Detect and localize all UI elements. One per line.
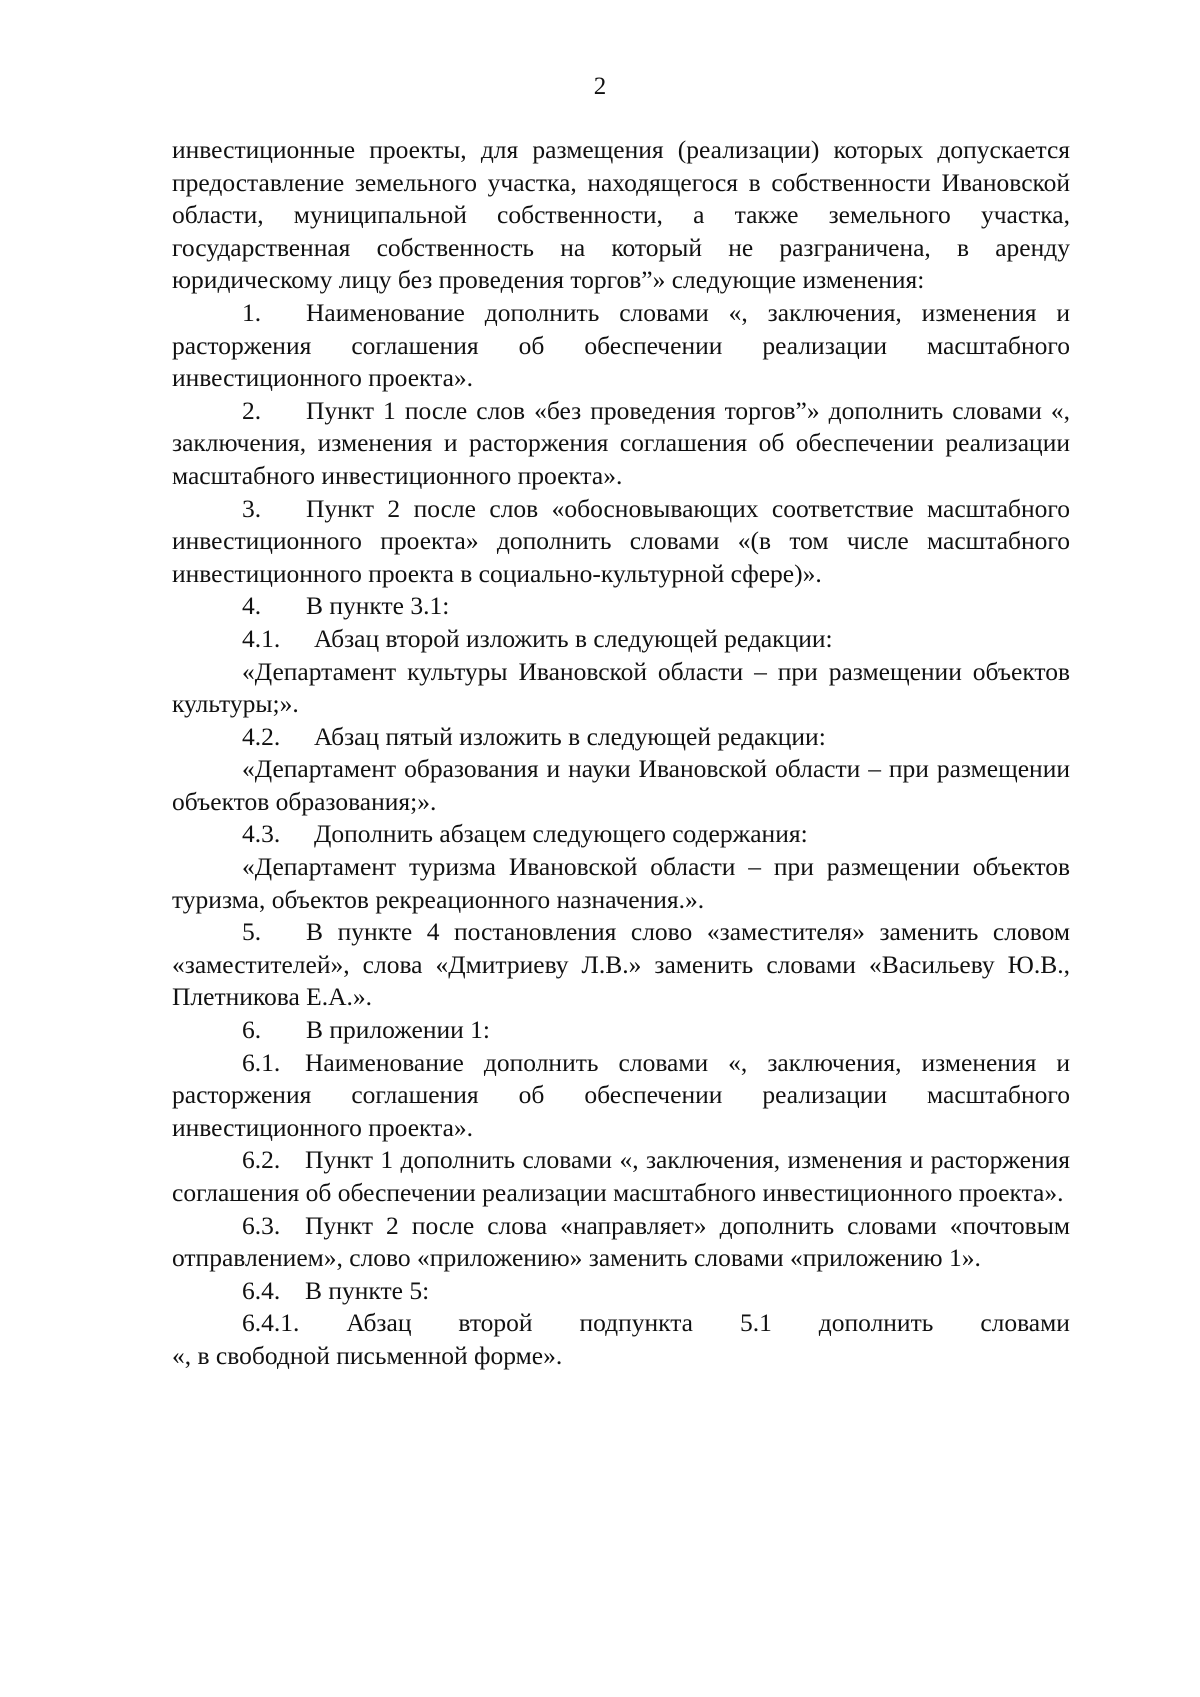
item-3 [172, 493, 1070, 591]
item-text: Наименование дополнить словами «, заключения, изменения и расторжения соглашения об обеспечении реализации масштабного инвестиционного проекта». [172, 1047, 1070, 1142]
item-number: 4. [242, 591, 262, 621]
item-number: 4.2. [242, 721, 281, 751]
item-6-4 [172, 1275, 1070, 1308]
item-6-4-1-first-line [172, 1307, 1070, 1340]
item-number: 2. [242, 395, 262, 425]
item-text: Абзац пятый изложить в следующей редакции: [314, 721, 826, 751]
item-6-3 [172, 1210, 1070, 1275]
item-1 [172, 297, 1070, 395]
item-4-2 [172, 721, 1070, 754]
item-5 [172, 916, 1070, 1014]
item-number: 3. [242, 493, 262, 523]
item-text: В приложении 1: [306, 1015, 491, 1045]
item-number: 1. [242, 297, 262, 327]
item-4-3 [172, 818, 1070, 851]
item-number: 6.1. [242, 1047, 281, 1077]
item-text: Наименование дополнить словами «, заключения, изменения и расторжения соглашения об обеспечении реализации масштабного инвестиционного проекта». [172, 297, 1070, 393]
page-number: 2 [593, 73, 607, 100]
item-4 [172, 590, 1070, 623]
item-number: 6.4.1. [242, 1308, 300, 1338]
item-number: 6. [242, 1015, 262, 1045]
item-text: В пункте 3.1: [306, 591, 450, 621]
item-word: подпункта [579, 1308, 693, 1338]
item-word: второй [458, 1308, 533, 1338]
item-text: Пункт 1 после слов «без проведения торгов”» дополнить словами «, заключения, изменения и расторжения соглашения об обеспечении реализации масштабного инвестиционного проекта». [172, 395, 1070, 490]
item-text: Пункт 1 дополнить словами «, заключения, изменения и расторжения соглашения об обеспечении реализации масштабного инвестиционного проекта». [172, 1145, 1070, 1207]
item-word: дополнить [818, 1308, 934, 1338]
item-6-4-1-continuation: «, в свободной письменной форме». [172, 1340, 563, 1370]
item-number: 4.1. [242, 623, 281, 653]
item-text: В пункте 5: [305, 1275, 430, 1305]
item-6-1 [172, 1047, 1070, 1145]
item-text: Дополнить абзацем следующего содержания: [314, 819, 808, 849]
quote-paragraph: «Департамент образования и науки Ивановской области – при размещении объектов образования;». [172, 754, 1070, 816]
item-word: 5.1 [739, 1308, 772, 1338]
item-text: В пункте 4 постановления слово «заместителя» заменить словом «заместителей», слова «Дмитриеву Л.В.» заменить словами «Васильеву Ю.В., Плетникова Е.А.». [172, 917, 1070, 1012]
item-word: Абзац [346, 1308, 412, 1338]
quote-paragraph: «Департамент культуры Ивановской области – при размещении объектов культуры;». [172, 656, 1070, 719]
item-6-2 [172, 1144, 1070, 1209]
intro-paragraph: инвестиционные проекты, для размещения (реализации) которых допускается предоставление земельного участка, находящегося в собственности Ивановской области, муниципальной собственности, а также земельного участка, государственная собственность на который не разграничена, в аренду юридическому лицу без проведения торгов”» следующие изменения: [172, 135, 1070, 295]
quote-paragraph: «Департамент туризма Ивановской области – при размещении объектов туризма, объектов рекреационного назначения.». [172, 852, 1070, 914]
item-number: 5. [242, 917, 262, 947]
item-6 [172, 1014, 1070, 1047]
item-number: 6.4. [242, 1275, 281, 1305]
item-number: 4.3. [242, 819, 281, 849]
document-body [172, 134, 1070, 1373]
item-word: словами [980, 1308, 1070, 1338]
item-text: Пункт 2 после слов «обосновывающих соответствие масштабного инвестиционного проекта» дополнить словами «(в том числе масштабного инвестиционного проекта в социально-культурной сфере)». [172, 493, 1070, 588]
item-text: Пункт 2 после слова «направляет» дополнить словами «почтовым отправлением», слово «приложению» заменить словами «приложению 1». [172, 1210, 1070, 1273]
item-text: Абзац второй изложить в следующей редакции: [314, 623, 833, 653]
item-2 [172, 395, 1070, 493]
item-number: 6.2. [242, 1145, 281, 1175]
item-4-1 [172, 623, 1070, 656]
item-number: 6.3. [242, 1210, 281, 1240]
